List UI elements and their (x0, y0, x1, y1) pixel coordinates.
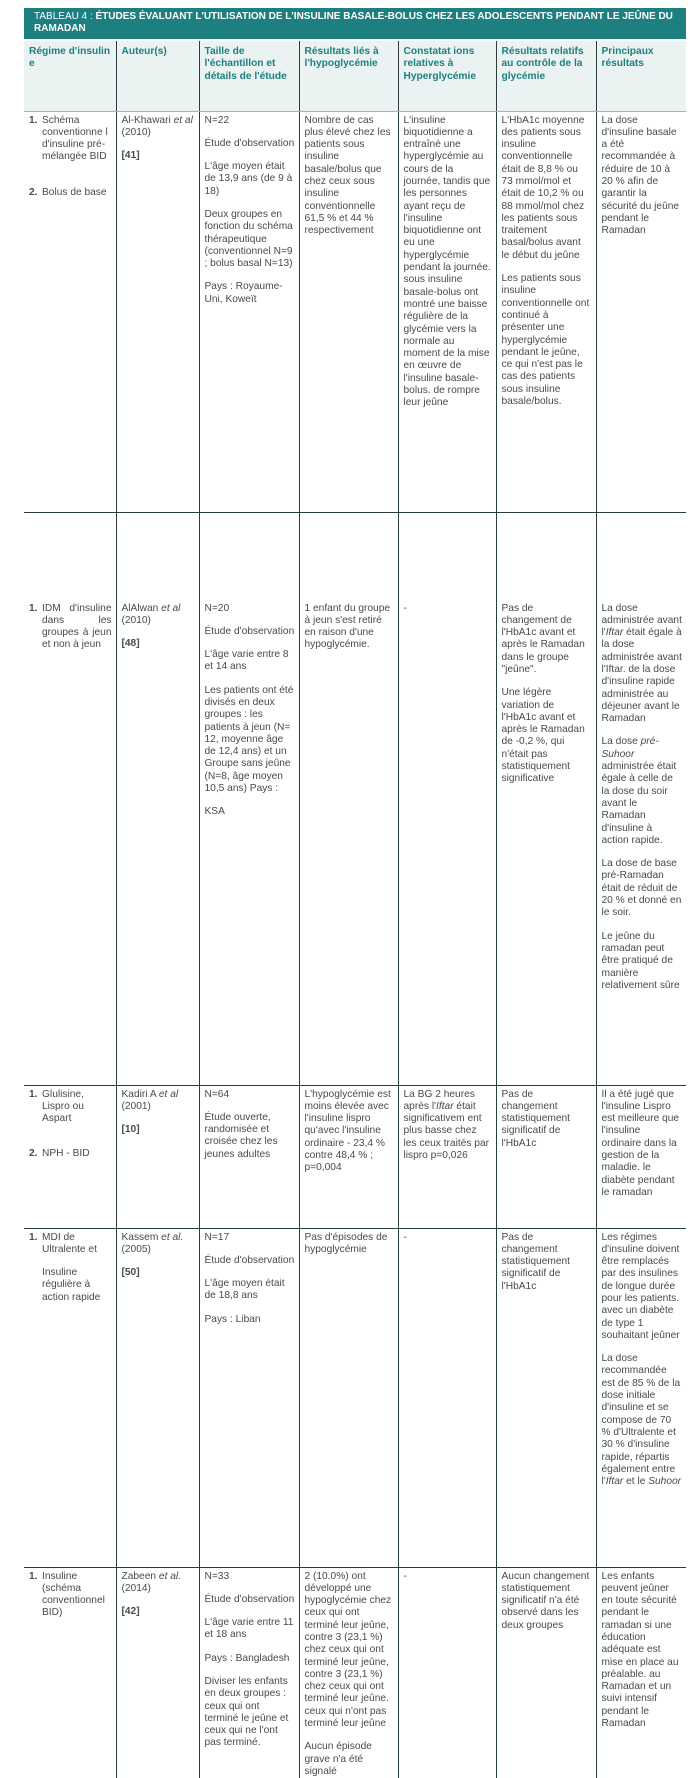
author-etal: et al (173, 114, 193, 126)
hypo-text: 1 enfant du groupe à jeun s'est retiré en raison d'une hypoglycémie. (304, 602, 391, 651)
cell-auteur (116, 512, 199, 1085)
cell-principaux (596, 1567, 686, 1778)
author-etal: et al. (158, 1570, 181, 1582)
taille-line: N=22 (204, 114, 230, 126)
author-etal: et al. (161, 1231, 184, 1243)
reference: [10] (121, 1124, 140, 1136)
cell-hypo (299, 512, 398, 1085)
hypo-text: Nombre de cas plus élevé chez les patients sous insuline basale/bolus que chez ceux sous insuline conventionnelle 61,5 % et 44 % respectivement (304, 114, 391, 237)
hypo-text: 2 (10.0%) ont développé une hypoglycémie chez ceux qui ont terminé leur jeûne, contre 3 (23,1 %) chez ceux qui ont terminé leur jeûne, contre 3 (23,1 %) chez ceux qui ont terminé leur jeûne. ceux qui n'ont pas terminé leur jeûne (304, 1570, 392, 1730)
list-number: 2. (29, 1148, 38, 1160)
cell-taille (199, 1085, 299, 1228)
taille-line: Pays : Royaume-Uni, Koweït (204, 281, 283, 305)
constat-text: - (403, 1570, 407, 1582)
author-year: (2010) (121, 126, 151, 138)
list-number: 2. (29, 186, 38, 198)
principaux-italic: Iftar (605, 627, 624, 639)
list-number: 1. (29, 1231, 38, 1243)
author-year: (2014) (121, 1582, 151, 1594)
header-auteurs: Auteur(s) (116, 41, 199, 111)
taille-line: Étude d'observation (204, 1593, 295, 1605)
principaux-text: était égale à la dose administrée avant l'Iftar. de la dose d'insuline rapide administrée au déjeuner avant le Ramadan (601, 627, 682, 725)
taille-line: Pays : Liban (204, 1313, 261, 1325)
principaux-text: Le jeûne du ramadan peut être pratiqué de manière relativement sûre (601, 930, 680, 991)
list-number (29, 1267, 42, 1304)
header-controle: Résultats relatifs au contrôle de la glycémie (496, 41, 596, 111)
reference: [42] (121, 1606, 140, 1618)
taille-line: Les patients ont été divisés en deux groupes : les patients à jeun (N= 12, moyenne âge de 12,4 ans) et un Groupe sans jeûne (N=8, âge moyen 10,5 ans) Pays : (204, 684, 294, 795)
cell-principaux (596, 1085, 686, 1228)
principaux-text: La dose d'insuline basale a été recommandée à réduire de 10 à 20 % afin de garantir la sécurité du jeûne pendant le Ramadan (601, 114, 680, 237)
principaux-text: La dose recommandée est de 85 % de la dose initiale d'insuline et se compose de 70 % d'Ultralente et 30 % d'insuline rapide, répartis également entre l' (601, 1353, 681, 1488)
cell-principaux (596, 111, 686, 512)
taille-line: KSA (204, 806, 225, 818)
list-number: 1. (29, 602, 38, 614)
cell-constat (398, 1567, 496, 1778)
taille-line: N=17 (204, 1231, 230, 1243)
constat-text: L'insuline biquotidienne a entraîné une hyperglycémie au cours de la journée, tandis que les personnes ayant reçu de l'insuline biquotidienne ont eu une hyperglycémie pendant la journée. sous insuline basale-bolus ont montré une baisse régulière de la glycémie vers la normale au moment de la mise en œuvre de l'insuline basale-bolus. de rompre leur jeûne (403, 114, 491, 409)
principaux-text: administrée était égale à celle de la dose du soir avant le Ramadan d'insuline à action rapide. (601, 761, 677, 846)
regime-text: MDI de Ultralente et (42, 1231, 97, 1255)
list-number: 1. (29, 114, 38, 126)
controle-text: L'HbA1c moyenne des patients sous insuline conventionnelle était de 8,8 % ou 73 mmol/mol et était de 10,2 % ou 88 mmol/mol chez les patients sous traitement basal/bolus avant le début du jeûne (501, 114, 585, 261)
author-name: Kassem (121, 1231, 159, 1243)
studies-table (24, 41, 686, 1778)
table-row (24, 512, 686, 1085)
principaux-text: La dose de base pré-Ramadan était de réduit de 20 % et donné en le soir. (601, 858, 682, 919)
reference: [41] (121, 150, 140, 162)
header-constat: Constatat ions relatives à Hyperglycémie (398, 41, 496, 111)
cell-auteur (116, 1228, 199, 1567)
constat-italic: Iftar (436, 1100, 454, 1112)
cell-controle (496, 111, 596, 512)
taille-line: Étude d'observation (204, 625, 295, 637)
constat-text: - (403, 1231, 407, 1243)
author-year: (2010) (121, 614, 151, 626)
author-name: Kadiri A (121, 1088, 157, 1100)
taille-line: Deux groupes en fonction du schéma thérapeutique (conventionnel N=9 ; bolus basal N=13) (204, 208, 293, 270)
author-name: Al-Khawari (121, 114, 171, 126)
reference: [48] (121, 638, 140, 650)
list-number: 1. (29, 1570, 38, 1582)
taille-line: L'âge varie entre 11 et 18 ans (204, 1617, 294, 1641)
cell-constat (398, 1228, 496, 1567)
cell-taille (199, 1567, 299, 1778)
cell-controle (496, 1085, 596, 1228)
regime-text: Glulisine, Lispro ou Aspart (42, 1088, 84, 1125)
taille-line: Étude d'observation (204, 1254, 295, 1266)
controle-text: Pas de changement statistiquement significatif de l'HbA1c (501, 1088, 571, 1149)
hypo-text: L'hypoglycémie est moins élevée avec l'insuline lispro qu'avec l'insuline ordinaire - 23,4 % contre 48,4 % ; p=0,004 (304, 1088, 391, 1174)
principaux-italic: Suhoor (648, 1476, 682, 1488)
hypo-text: Aucun épisode grave n'a été signalé (304, 1741, 372, 1777)
principaux-text: et le (623, 1476, 649, 1488)
header-hypo: Résultats liés à l'hypoglycémie (299, 41, 398, 111)
cell-regime (24, 1567, 116, 1778)
cell-regime (24, 1085, 116, 1228)
author-etal: et al (161, 602, 181, 614)
regime-text: NPH - BID (42, 1148, 90, 1160)
taille-line: Étude d'observation (204, 137, 295, 149)
regime-text: IDM d'insuline dans les groupes à jeun et non à jeun (42, 602, 112, 651)
cell-controle (496, 512, 596, 1085)
controle-text: Les patients sous insuline conventionnelle ont continué à présenter une hyperglycémie pendant le jeûne, ce qui n'est pas le cas des patients sous insuline basale/bolus. (501, 273, 590, 408)
principaux-text: La dose administrée avant l' (601, 602, 682, 639)
taille-line: N=20 (204, 602, 230, 614)
cell-hypo (299, 1228, 398, 1567)
author-year: (2001) (121, 1100, 151, 1112)
list-number: 1. (29, 1088, 38, 1100)
constat-text: était significativem ent plus basse chez les ceux traités par lispro p=0,026 (403, 1100, 489, 1161)
cell-controle (496, 1567, 596, 1778)
header-taille: Taille de l'échantillon et détails de l'étude (199, 41, 299, 111)
cell-taille (199, 512, 299, 1085)
taille-line: N=33 (204, 1570, 230, 1582)
regime-text: Bolus de base (42, 186, 107, 198)
author-year: (2005) (121, 1243, 151, 1255)
controle-text: Une légère variation de l'HbA1c avant et après le Ramadan de -0,2 %, qui n'était pas statistiquement significative (501, 687, 585, 785)
table-header-row (24, 41, 686, 111)
cell-constat (398, 1085, 496, 1228)
cell-auteur (116, 1567, 199, 1778)
cell-principaux (596, 1228, 686, 1567)
hypo-text: Pas d'épisodes de hypoglycémie (304, 1231, 388, 1255)
cell-principaux (596, 512, 686, 1085)
author-name: Zabeen (121, 1570, 157, 1582)
reference: [50] (121, 1267, 140, 1279)
controle-text: Aucun changement statistiquement significatif n'a été observé dans les deux groupes (501, 1570, 590, 1631)
controle-text: Pas de changement de l'HbA1c avant et après le Ramadan dans le groupe "jeûne". (501, 602, 585, 675)
taille-line: Étude ouverte, randomisée et croisée chez les jeunes adultes (204, 1111, 278, 1160)
header-principaux: Principaux résultats (596, 41, 686, 111)
taille-line: L'âge varie entre 8 et 14 ans (204, 649, 289, 673)
taille-line: L'âge moyen était de 13,9 ans (de 9 à 18) (204, 161, 293, 197)
cell-regime (24, 111, 116, 512)
cell-constat (398, 111, 496, 512)
principaux-text: Les régimes d'insuline doivent être remplacés par des insulines de longue durée pour les patients. avec un diabète de type 1 souhaitant jeûner (601, 1231, 680, 1341)
principaux-italic: pré-Suhoor (601, 736, 659, 760)
controle-text: Pas de changement statistiquement significatif de l'HbA1c (501, 1231, 571, 1292)
cell-auteur (116, 111, 199, 512)
table-row (24, 1567, 686, 1778)
cell-regime (24, 512, 116, 1085)
taille-line: Pays : Bangladesh (204, 1652, 290, 1664)
taille-line: Diviser les enfants en deux groupes : ceux qui ont terminé le jeûne et ceux qui ne l'ont pas terminé. (204, 1675, 289, 1749)
cell-auteur (116, 1085, 199, 1228)
principaux-text: Les enfants peuvent jeûner en toute sécurité pendant le ramadan si une éducation adéquate est mise en place au préalable. au Ramadan et un suivi intensif pendant le Ramadan (601, 1570, 679, 1730)
cell-constat (398, 512, 496, 1085)
table-row (24, 1085, 686, 1228)
taille-line: N=64 (204, 1088, 230, 1100)
principaux-italic: Iftar (605, 1476, 624, 1488)
constat-text: - (403, 602, 407, 614)
regime-text: Insuline (schéma conventionnel BID) (42, 1570, 105, 1619)
cell-taille (199, 1228, 299, 1567)
principaux-text: La dose (601, 736, 641, 748)
taille-line: L'âge moyen était de 18,8 ans (204, 1278, 285, 1302)
table-row (24, 111, 686, 512)
cell-controle (496, 1228, 596, 1567)
author-etal: et al (158, 1088, 179, 1100)
table-row (24, 1228, 686, 1567)
cell-hypo (299, 111, 398, 512)
cell-hypo (299, 1567, 398, 1778)
table-title-text: ÉTUDES ÉVALUANT L'UTILISATION DE L'INSULINE BASALE-BOLUS CHEZ LES ADOLESCENTS PENDANT LE JEÛNE DU RAMADAN (34, 11, 673, 34)
table-title (24, 8, 686, 39)
cell-hypo (299, 1085, 398, 1228)
header-regime: Régime d'insulin e (24, 41, 116, 111)
cell-taille (199, 111, 299, 512)
author-name: AlAlwan (121, 602, 159, 614)
table-title-prefix: TABLEAU 4 : (34, 11, 96, 22)
cell-regime (24, 1228, 116, 1567)
regime-text: Schéma conventionne l d'insuline pré-mélangée BID (42, 114, 108, 163)
regime-text: Insuline régulière à action rapide (42, 1267, 101, 1303)
constat-text: La BG 2 heures après l' (403, 1088, 475, 1112)
principaux-text: Il a été jugé que l'insuline Lispro est meilleure que l'insuline ordinaire dans la gestion de la maladie. le diabète pendant le ramadan (601, 1088, 680, 1198)
